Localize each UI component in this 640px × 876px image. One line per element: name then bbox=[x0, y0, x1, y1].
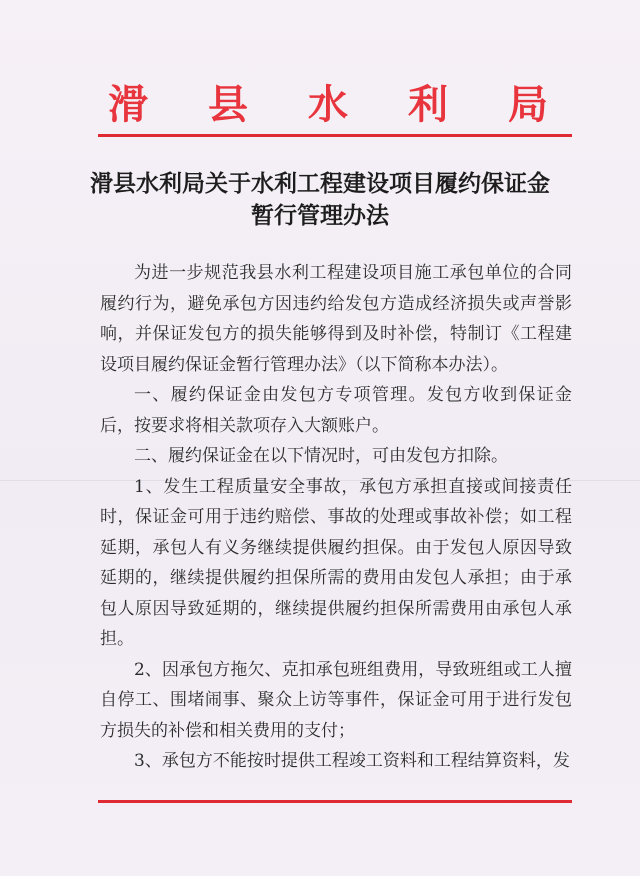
footer-red-rule bbox=[98, 800, 572, 803]
document-title bbox=[60, 168, 580, 232]
paragraph-article-1: 一、履约保证金由发包方专项管理。发包方收到保证金后，按要求将相关款项存入大额账户。 bbox=[100, 385, 572, 436]
document-body bbox=[100, 258, 572, 777]
document-title-line-2: 暂行管理办法 bbox=[251, 203, 389, 229]
paragraph-intro: 为进一步规范我县水利工程建设项目施工承包单位的合同履约行为，避免承包方因违约给发包方造成经济损失或声誉影响，并保证发包方的损失能够得到及时补偿，特制订《工程建设项目履约保证金暂行管理办法》（以下简称本办法）。 bbox=[100, 263, 572, 375]
paragraph-item-1: 1、发生工程质量安全事故，承包方承担直接或间接责任时，保证金可用于违约赔偿、事故的处理或事故补偿；如工程延期，承包人有义务继续提供履约担保。由于发包人原因导致延期的，继续提供履约担保所需的费用由发包人承担；由于承包人原因导致延期的，继续提供履约担保所需费用由承包人承担。 bbox=[100, 476, 572, 649]
letterhead bbox=[0, 82, 640, 134]
letterhead-char: 水 bbox=[308, 82, 348, 128]
letterhead-char: 滑 bbox=[108, 82, 148, 128]
letterhead-char: 利 bbox=[408, 82, 448, 128]
letterhead-char: 局 bbox=[508, 82, 548, 128]
paragraph-item-2: 2、因承包方拖欠、克扣承包班组费用，导致班组或工人擅自停工、围堵闹事、聚众上访等事件，保证金可用于进行发包方损失的补偿和相关费用的支付； bbox=[100, 659, 572, 741]
paragraph-article-2: 二、履约保证金在以下情况时，可由发包方扣除。 bbox=[134, 446, 508, 466]
paragraph-item-3: 3、承包方不能按时提供工程竣工资料和工程结算资料，发 bbox=[134, 751, 570, 771]
letterhead-red-rule bbox=[98, 134, 572, 137]
letterhead-char: 县 bbox=[208, 82, 248, 128]
document-title-line-1: 滑县水利局关于水利工程建设项目履约保证金 bbox=[90, 171, 550, 197]
letterhead-title bbox=[108, 82, 548, 128]
